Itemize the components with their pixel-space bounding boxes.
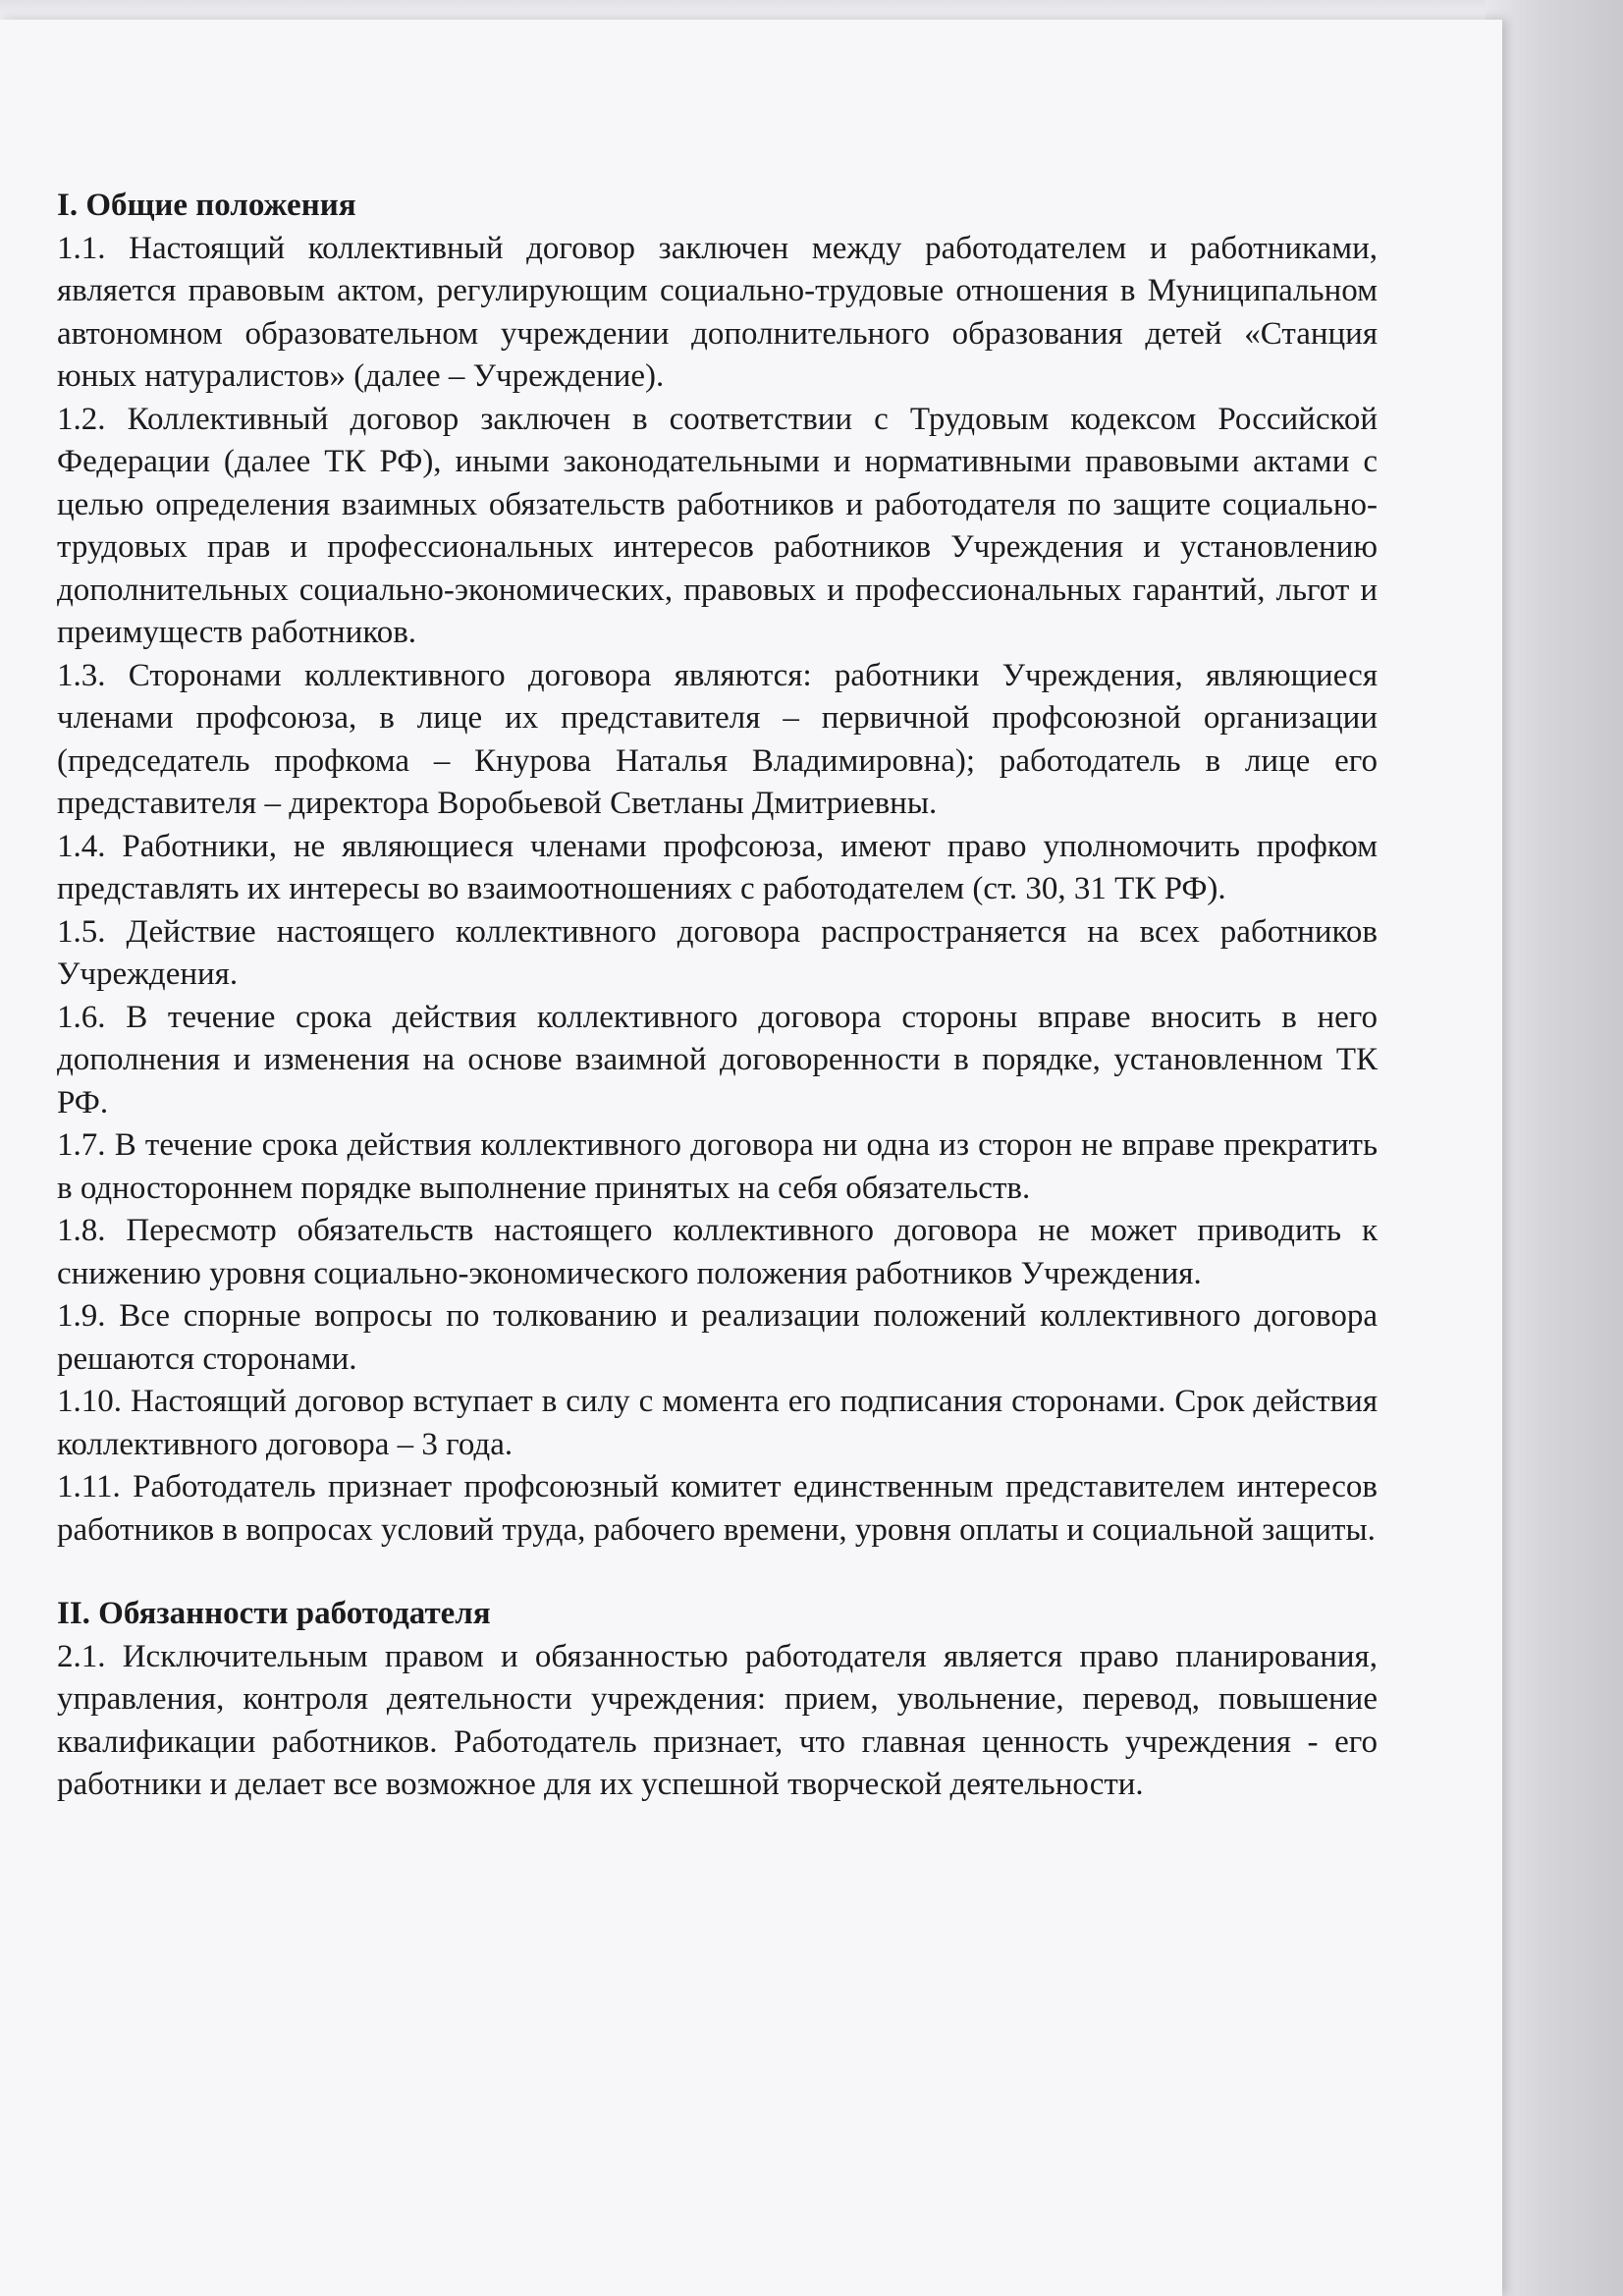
paragraph-1-2: 1.2. Коллективный договор заключен в соответствии с Трудовым кодексом Российской Федерации (далее ТК РФ), иными законодательными и нормативными правовыми актами с целью определения взаимных обязательств работников и работодателя по защите социально-трудовых прав и профессиональных интересов работников Учреждения и установлению дополнительных социально-экономических, правовых и профессиональных гарантий, льгот и преимуществ работников. bbox=[57, 401, 1378, 650]
paragraph-1-4: 1.4. Работники, не являющиеся членами профсоюза, имеют право уполномочить профком представлять их интересы во взаимоотношениях с работодателем (ст. 30, 31 ТК РФ). bbox=[57, 828, 1378, 906]
paragraph-1-3: 1.3. Сторонами коллективного договора являются: работники Учреждения, являющиеся членами профсоюза, в лице их представителя – первичной профсоюзной организации (председатель профкома – Кнурова Наталья Владимировна); работодатель в лице его представителя – директора Воробьевой Светланы Дмитриевны. bbox=[57, 657, 1378, 821]
paragraph-1-11: 1.11. Работодатель признает профсоюзный комитет единственным представителем интересов работников в вопросах условий труда, рабочего времени, уровня оплаты и социальной защиты. bbox=[57, 1469, 1378, 1548]
scan-right-page-edges bbox=[1486, 0, 1623, 2296]
section-heading: I. Общие положения bbox=[57, 188, 356, 223]
paragraph-1-8: 1.8. Пересмотр обязательств настоящего коллективного договора не может приводить к снижению уровня социально-экономического положения работников Учреждения. bbox=[57, 1213, 1378, 1291]
document-body bbox=[57, 185, 1378, 1807]
paragraph-2-1: 2.1. Исключительным правом и обязанностью работодателя является право планирования, управления, контроля деятельности учреждения: прием, увольнение, перевод, повышение квалификации работников. Работодатель признает, что главная ценность учреждения - его работники и делает все возможное для их успешной творческой деятельности. bbox=[57, 1638, 1378, 1802]
paragraph-1-1: 1.1. Настоящий коллективный договор заключен между работодателем и работниками, является правовым актом, регулирующим социально-трудовые отношения в Муниципальном автономном образовательном учреждении дополнительного образования детей «Станция юных натуралистов» (далее – Учреждение). bbox=[57, 230, 1378, 394]
section-heading: II. Обязанности работодателя bbox=[57, 1596, 491, 1631]
paragraph-1-10: 1.10. Настоящий договор вступает в силу с момента его подписания сторонами. Срок действия коллективного договора – 3 года. bbox=[57, 1384, 1378, 1462]
section-spacer bbox=[57, 1552, 1378, 1593]
section-employer-duties bbox=[57, 1593, 1378, 1807]
paragraph-1-7: 1.7. В течение срока действия коллективного договора ни одна из сторон не вправе прекратить в одностороннем порядке выполнение принятых на себя обязательств. bbox=[57, 1127, 1378, 1206]
section-general-provisions bbox=[57, 185, 1378, 1552]
paragraph-1-5: 1.5. Действие настоящего коллективного договора распространяется на всех работников Учреждения. bbox=[57, 913, 1378, 992]
paragraph-1-9: 1.9. Все спорные вопросы по толкованию и реализации положений коллективного договора решаются сторонами. bbox=[57, 1298, 1378, 1377]
paragraph-1-6: 1.6. В течение срока действия коллективного договора стороны вправе вносить в него дополнения и изменения на основе взаимной договоренности в порядке, установленном ТК РФ. bbox=[57, 999, 1378, 1121]
document-page bbox=[0, 20, 1502, 2296]
